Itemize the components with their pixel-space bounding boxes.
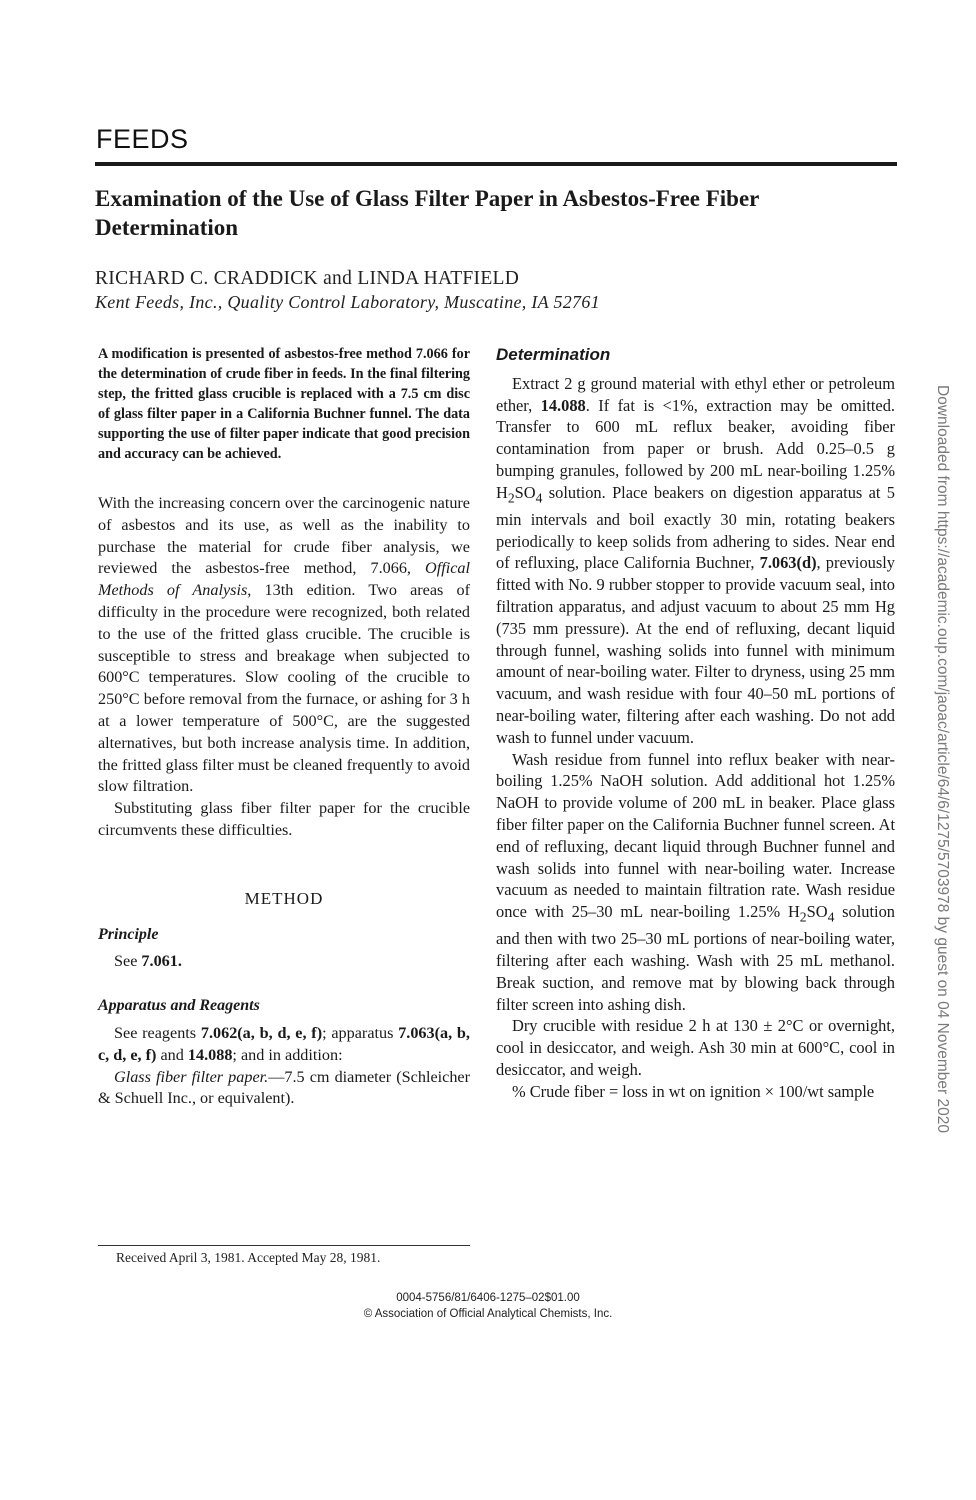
det-text: SO [806,902,828,922]
left-column [98,344,470,1110]
principle-text [98,951,470,973]
section-label: FEEDS [96,124,189,154]
crude-fiber-formula: % Crude fiber = loss in wt on ignition × 100/wt sample [512,1081,875,1101]
abstract: A modification is presented of asbestos-free method 7.066 for the determination of crude fiber in feeds. In the final filtering step, the fritted glass crucible is replaced with a 7.5 cm disc of glass filter paper in a California Buchner funnel. The data supporting the use of filter paper indicate that good precision and accuracy can be achieved. [98,346,470,462]
determination-heading: Determination [496,345,611,364]
apparatus-text [98,1023,470,1067]
principle-heading: Principle [98,925,159,943]
determination-paragraph-1 [496,373,895,749]
intro-paragraph [98,493,470,798]
glass-fiber-paper [98,1067,470,1111]
det-ref: 7.063(d) [759,553,817,573]
section-rule [95,162,897,166]
intro-text: , 13th edition. Two areas of difficulty in the procedure were recognized, both related to the use of the fritted glass crucible. The crucible is susceptible to stress and breakage when subjected to 600°C temperatures. Slow cooling of the crucible to 250°C before removal from the furnace, or ashing for 3 h at a lower temperature of 500°C, are the suggested alternatives, but both increase analysis time. In addition, the fritted glass filter must be cleaned frequently to avoid slow filtration. [98,581,471,796]
imprint-code: 0004-5756/81/6406-1275–02$01.00 [396,1292,580,1304]
det-text: , previously fitted with No. 9 rubber stopper to provide vacuum seal, into filtration apparatus, and adjust vacuum to about 25 mm Hg (735 mm pressure). At the end of refluxing, decant liquid through funnel, washing solids into funnel with minimum amount of near-boiling water. Filter to dryness, using 25 mm vacuum, and wash residue with four 40–50 mL portions of near-boiling water, filtering after each washing. Do not add wash to funnel under vacuum. [496,553,895,747]
apparatus-fragment: ; and in addition: [232,1045,343,1064]
affiliation: Kent Feeds, Inc., Quality Control Laboratory, Muscatine, IA 52761 [95,292,600,312]
intro-ref: 7.066 [370,559,407,578]
det-subscript: 4 [535,490,543,506]
authors: RICHARD C. CRADDICK and LINDA HATFIELD [95,268,520,289]
imprint [0,1290,976,1322]
intro-text: , [406,559,426,578]
apparatus-fragment: and [156,1045,188,1064]
apparatus-heading: Apparatus and Reagents [98,997,260,1015]
det-text: SO [514,482,536,502]
intro-text: With the increasing concern over the carcinogenic nature of asbestos and its use, as well as the inability to purchase the material for crude fiber analysis, we reviewed the asbestos-free method, [98,494,470,578]
det-subscript: 2 [507,490,515,506]
det-text: Wash residue from funnel into reflux beaker with near-boiling 1.25% NaOH solution. Add additional hot 1.25% NaOH to provide volume of 200 mL in beaker. Place glass fiber filter paper on the California Buchner funnel screen. At end of refluxing, decant liquid through Buchner funnel and wash solids into funnel with near-boiling water. Increase vacuum as needed to maintain filtration rate. Wash residue once with 25–30 mL near-boiling 1.25% H [496,749,895,922]
received-footnote: Received April 3, 1981. Accepted May 28, 1981. [116,1250,381,1265]
imprint-copyright: © Association of Official Analytical Chemists, Inc. [363,1308,613,1320]
det-text: . If fat is <1%, extraction may be omitted. Transfer to 600 mL reflux beaker, avoiding fiber contamination from paper or brush. Add 0.25–0.5 g bumping granules, followed by 200 mL near-boiling 1.25% H [496,395,895,502]
article-title: Examination of the Use of Glass Filter Paper in Asbestos-Free Fiber Determination [95,186,759,240]
footnote-rule [98,1245,470,1246]
reagents-ref: 7.062(a, b, d, e, f) [200,1023,323,1042]
det-ref: 14.088 [540,395,586,415]
apparatus-ref: 7.063(a, b, c, d, e, f) [98,1023,470,1064]
glass-fiber-text: —7.5 cm diameter (Schleicher & Schuell Inc., or equivalent). [98,1067,470,1108]
det-text: Extract 2 g ground material with ethyl ether or petroleum ether, [496,373,895,415]
det-subscript: 2 [799,909,807,925]
determination-paragraph-2 [496,749,895,1016]
det-text: solution. Place beakers on digestion apparatus at 5 min intervals and boil exactly 30 min, rotating beakers periodically to keep solids from adhering to sides. Near end of refluxing, place California Buchner, [496,482,895,573]
det-subscript: 4 [827,909,835,925]
intro-paragraph-2: Substituting glass fiber filter paper for the crucible circumvents these difficulties. [98,799,470,839]
det-text: solution and then with two 25–30 mL portions of near-boiling water, filtering after each washing. Wash with 25 mL methanol. Break suction, and remove mat by blowing back through filter screen into ashing dish. [496,902,895,1014]
apparatus-fragment: ; apparatus [322,1023,399,1042]
glass-fiber-label: Glass fiber filter paper. [114,1067,269,1086]
book-title: Offical Methods of Analysis [98,559,470,600]
principle-ref: 7.061. [141,952,182,971]
right-column [496,344,895,1103]
method-heading: METHOD [244,888,324,908]
principle-label: See [114,952,142,971]
apparatus-fragment: See reagents [114,1023,201,1042]
download-watermark: Downloaded from https://academic.oup.com/jaoac/article/64/6/1275/5703978 by guest on 04 November 2020 [934,385,951,1133]
determination-paragraph-3: Dry crucible with residue 2 h at 130 ± 2°C or overnight, cool in desiccator, and weigh. Ash 30 min at 600°C, cool in desiccator, and weigh. [496,1016,895,1080]
apparatus-ref: 14.088 [187,1045,233,1064]
